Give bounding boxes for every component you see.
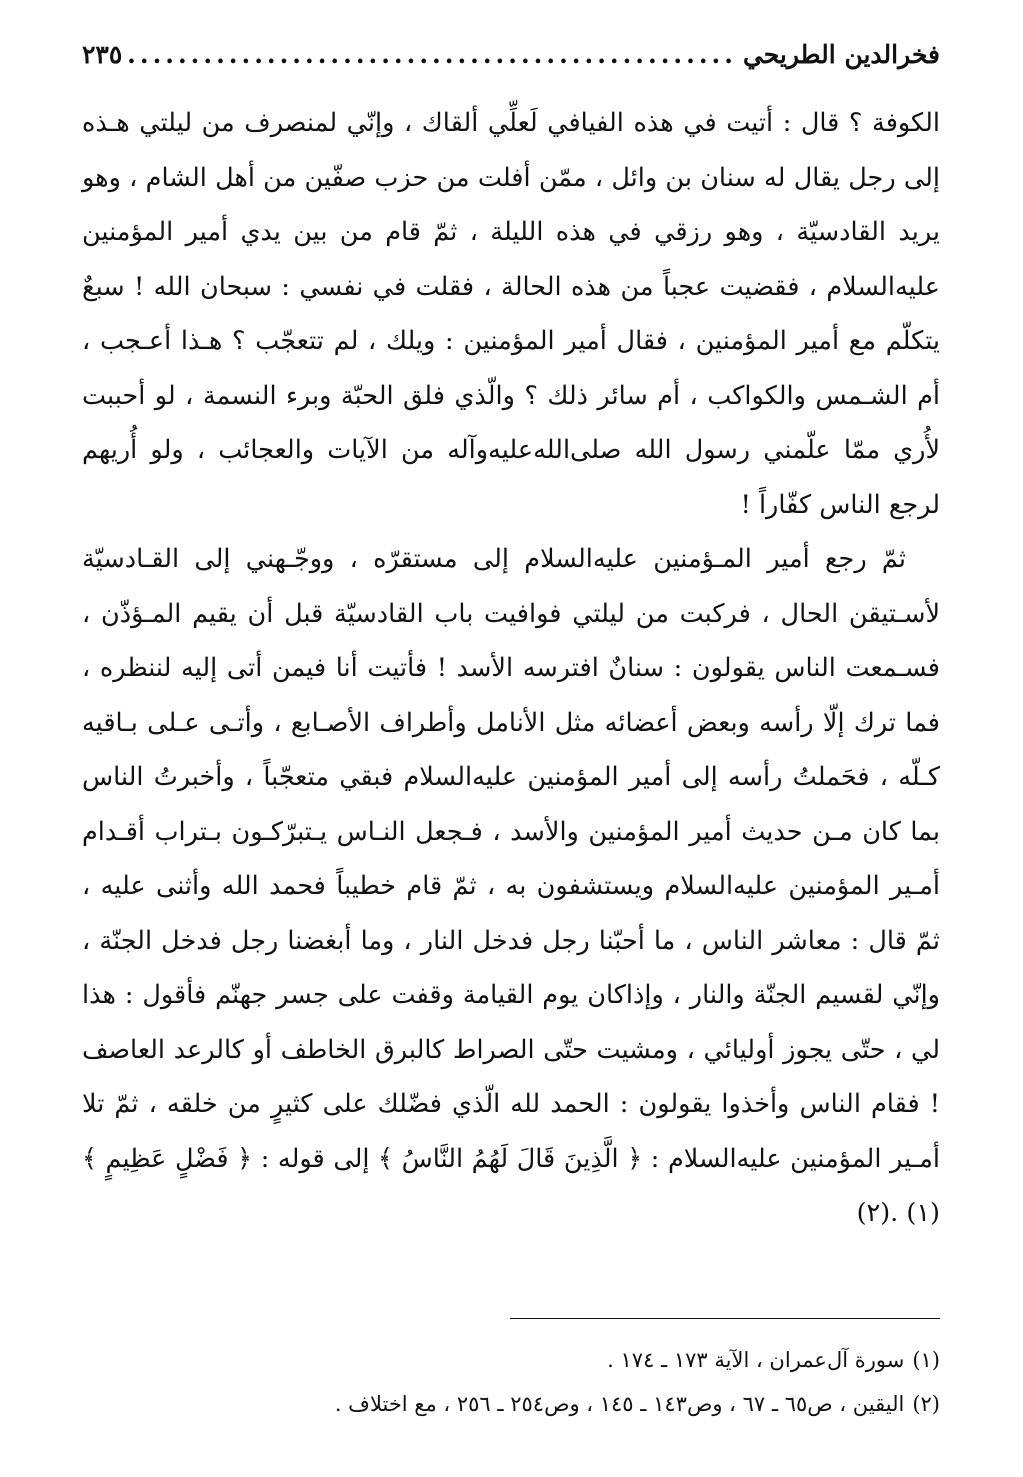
- page-number: ٢٣٥: [82, 40, 123, 69]
- running-head-title: فخرالدين الطريحي: [742, 40, 940, 69]
- leader-dots: [128, 40, 737, 69]
- footnote-text: اليقين ، ص٦٥ ـ ٦٧ ، وص١٤٣ ـ ١٤٥ ، وص٢٥٤ ـ ٢٥٦ ، مع اختلاف .: [334, 1392, 905, 1416]
- paragraph-2: ثمّ رجع أمير المـؤمنين عليه‌السلام إلى مستقرّه ، ووجّـهني إلى القـادسيّة لأسـتيقن الحال ، فركبت من ليلتي فوافيت باب القادسيّة قبل أن يقيم المـؤذّن ، فسـمعت الناس يقولون : سنانٌ افترسه الأسد ! فأتيت أنا فيمن أتى إليه لننظره ، فما ترك إلّا رأسه وبعض أعضائه مثل الأنامل وأطراف الأصـابع ، وأتـى عـلى بـاقيه كـلّه ، فحَملتُ رأسه إلى أمير المؤمنين عليه‌السلام فبقي متعجّباً ، وأخبرتُ الناس بما كان مـن حديث أمير المؤمنين والأسد ، فـجعل النـاس يـتبرّكـون بـتراب أقـدام أمـير المؤمنين عليه‌السلام ويستشفون به ، ثمّ قام خطيباً فحمد الله وأثنى عليه ، ثمّ قال : معاشر الناس ، ما أحبّنا رجل فدخل النار ، وما أبغضنا رجل فدخل الجنّة ، وإنّي لقسيم الجنّة والنار ، وإذاكان يوم القيامة وقفت على جسر جهنّم فأقول : هذا لي ، حتّى يجوز أوليائي ، ومشيت حتّى الصراط كالبرق الخاطف أو كالرعد العاصف ! فقام الناس وأخذوا يقولون : الحمد لله الّذي فضّلك على كثيرٍ من خلقه ، ثمّ تلا أمـير المؤمنين عليه‌السلام : ﴿ الَّذِينَ قَالَ لَهُمُ النَّاسُ ﴾ إلى قوله : ﴿ فَضْلٍ عَظِيمٍ ﴾(١) .(٢): [82, 544, 940, 1228]
- footnote-number: (٢): [912, 1392, 940, 1416]
- running-head: [82, 40, 940, 88]
- footnote-2: [82, 1382, 940, 1426]
- main-text: [82, 96, 940, 1241]
- book-page: [82, 40, 940, 1440]
- footnote-text: سورة آل‌عمران ، الآية ١٧٣ ـ ١٧٤ .: [607, 1348, 905, 1372]
- footnotes: [82, 1338, 940, 1426]
- footnote-1: [82, 1338, 940, 1382]
- footnote-divider: [510, 1318, 940, 1319]
- paragraph-1: الكوفة ؟ قال : أتيت في هذه الفيافي لَعلِّي ألقاك ، وإنّي لمنصرف من ليلتي هـذه إلى رجل يقال له سنان بن وائل ، ممّن أفلت من حزب صفّين من أهل الشام ، وهو يريد القادسيّة ، وهو رزقي في هذه الليلة ، ثمّ قام من بين يدي أمير المؤمنين عليه‌السلام ، فقضيت عجباً من هذه الحالة ، فقلت في نفسي : سبحان الله ! سبعٌ يتكلّم مع أمير المؤمنين ، فقال أمير المؤمنين : ويلك ، لم تتعجّب ؟ هـذا أعـجب ، أم الشـمس والكواكب ، أم سائر ذلك ؟ والّذي فلق الحبّة وبرء النسمة ، لو أحببت لأُري ممّا علّمني رسول الله صلى‌الله‌عليه‌وآله من الآيات والعجائب ، ولو أُريهم لرجع الناس كفّاراً !: [82, 108, 940, 520]
- footnote-number: (١): [912, 1348, 940, 1372]
